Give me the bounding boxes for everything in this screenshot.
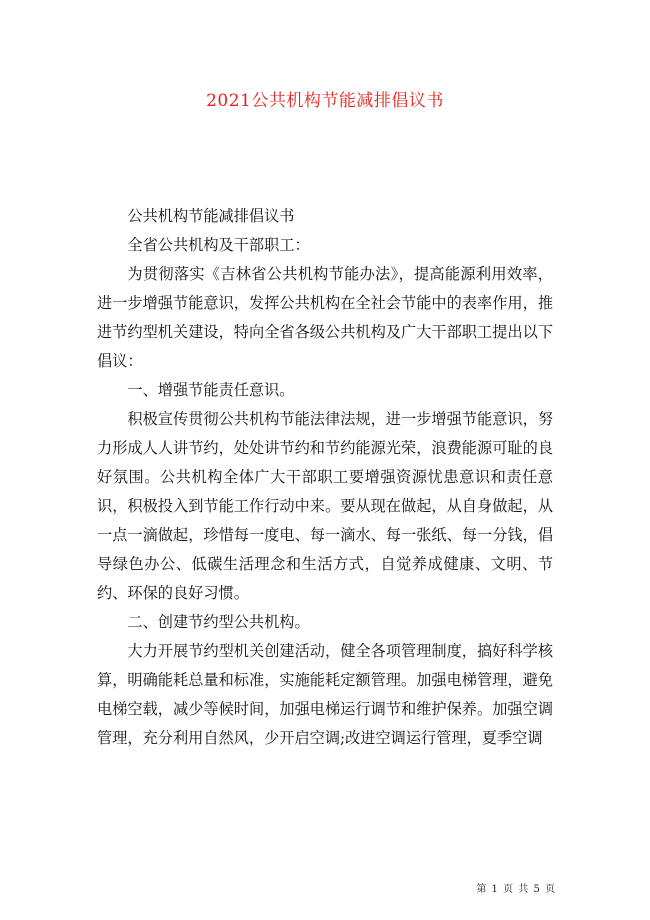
paragraph-salutation: 全省公共机构及干部职工： [127,236,310,254]
paragraph-heading: 公共机构节能减排倡议书 [127,207,295,225]
paragraph-section-1-heading: 一、增强节能责任意识。 [127,381,295,399]
paragraph-section-1-body: 积极宣传贯彻公共机构节能法律法规，进一步增强节能意识，努力形成人人讲节约，处处讲节约和节约能源光荣，浪费能源可耻的良好氛围。公共机构全体广大干部职工要增强资源忧患意识和责任意识，积极投入到节能工作行动中来。要从现在做起，从自身做起，从一点一滴做起，珍惜每一度电、每一滴水、每一张纸、每一分钱，倡导绿色办公、低碳生活理念和生活方式，自觉养成健康、文明、节约、环保的良好习惯。 [97,410,553,602]
paragraph-section-2-heading: 二、创建节约型公共机构。 [127,613,310,631]
paragraph-section-2-body: 大力开展节约型机关创建活动，健全各项管理制度，搞好科学核算，明确能耗总量和标准，实施能耗定额管理。加强电梯管理，避免电梯空载，减少等候时间，加强电梯运行调节和维护保养。加强空调管理，充分利用自然风，少开启空调;改进空调运行管理，夏季空调 [97,642,553,747]
document-body [97,202,553,753]
document-title: 2021公共机构节能减排倡议书 [206,91,444,111]
page-number-footer: 第 1 页 共 5 页 [476,884,556,895]
paragraph-intro: 为贯彻落实《吉林省公共机构节能办法》，提高能源利用效率，进一步增强节能意识，发挥公共机构在全社会节能中的表率作用，推进节约型机关建设，特向全省各级公共机构及广大干部职工提出以下倡议： [97,265,553,370]
